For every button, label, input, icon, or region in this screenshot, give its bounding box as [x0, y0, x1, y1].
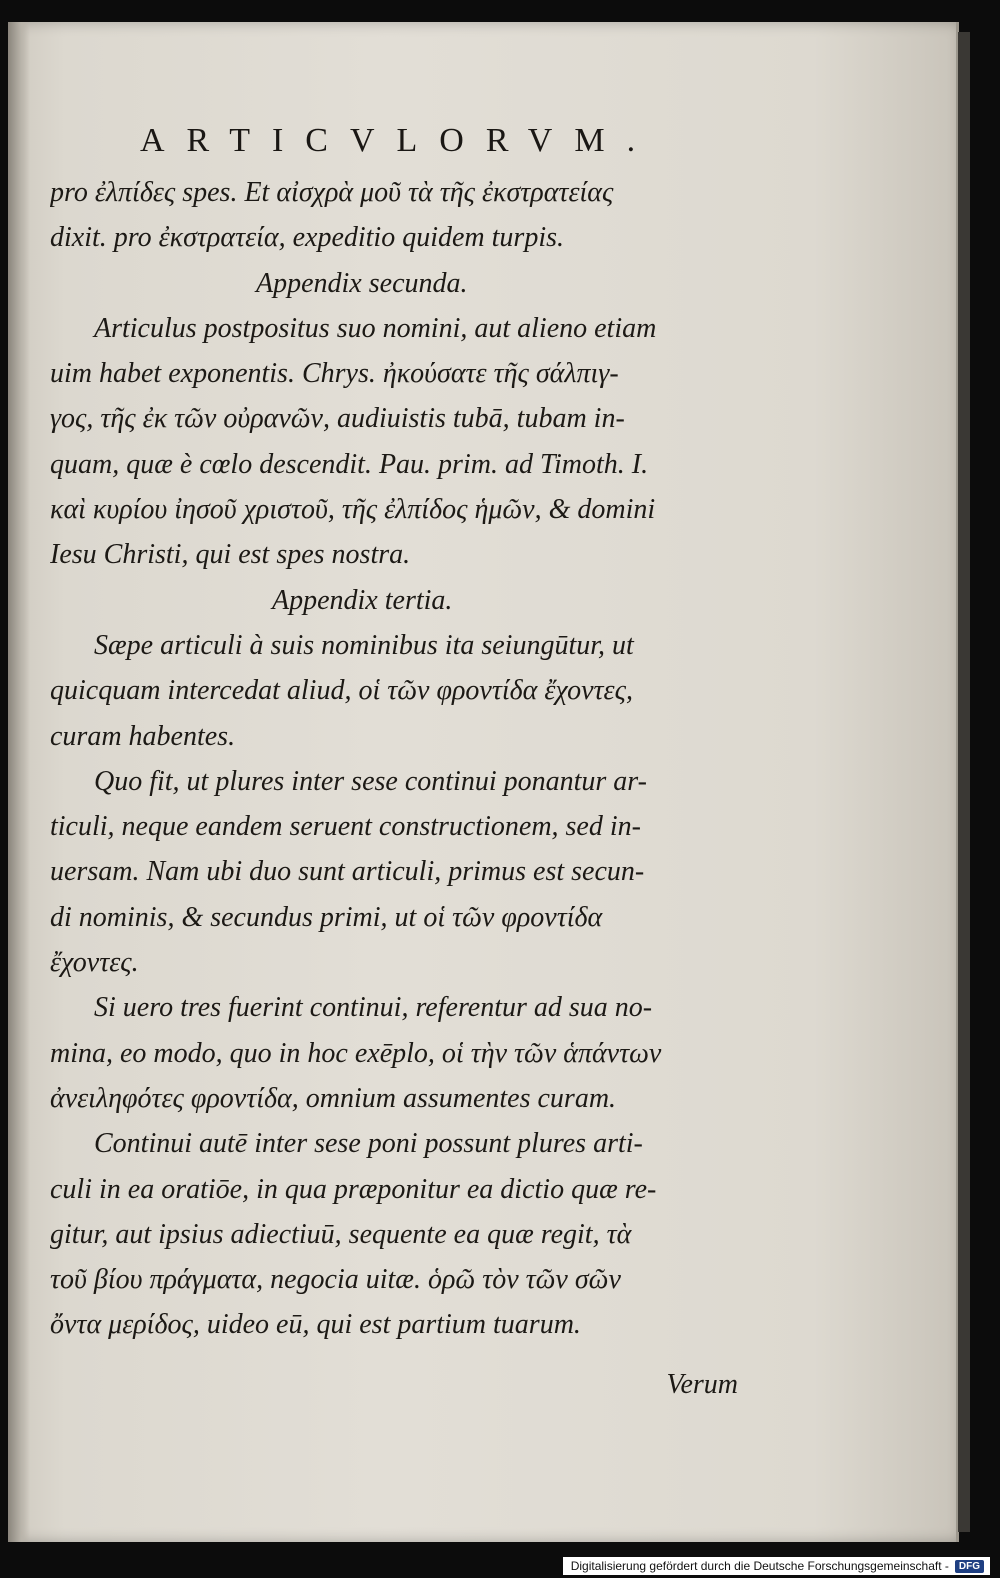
text-line: uersam. Nam ubi duo sunt articuli, primus est secun- [50, 856, 645, 888]
text-line: quicquam intercedat aliud, οἱ τῶν φροντίδα ἔχοντες, [50, 675, 633, 707]
text-line: culi in ea oratiōe, in qua præponitur ea dictio quæ re- [50, 1173, 657, 1205]
running-head: ARTICVLORVM. [140, 122, 658, 159]
text-line: ἀνειληφότες φροντίδα, omnium assumentes curam. [50, 1082, 617, 1114]
text-line: ὄντα μερίδος, uideo eū, qui est partium tuarum. [50, 1309, 581, 1341]
text-line: uim habet exponentis. Chrys. ἠκούσατε τῆς σάλπιγ- [50, 358, 619, 390]
text-line: di nominis, & secundus primi, ut οἱ τῶν φροντίδα [50, 901, 603, 933]
digitization-credit [563, 1557, 990, 1575]
catchword: Verum [666, 1368, 738, 1400]
text-line: Articulus postpositus suo nomini, aut alieno etiam [94, 312, 657, 344]
text-line: gitur, aut ipsius adiectiuū, sequente ea quæ regit, τὰ [50, 1218, 632, 1250]
text-line: curam habentes. [50, 720, 236, 752]
dfg-logo: DFG [955, 1560, 984, 1573]
page-edge [958, 32, 970, 1532]
text-line: τοῦ βίου πράγματα, negocia uitæ. ὁρῶ τὸν τῶν σῶν [50, 1264, 621, 1296]
section-heading: Appendix secunda. [256, 267, 468, 299]
text-line: ticuli, neque eandem seruent constructionem, sed in- [50, 811, 641, 843]
book-page [8, 22, 959, 1542]
text-line: καὶ κυρίου ἰησοῦ χριστοῦ, τῆς ἐλπίδος ἡμῶν, & domini [50, 494, 656, 526]
credit-text: Digitalisierung gefördert durch die Deutsche Forschungsgemeinschaft - [570, 1559, 949, 1573]
text-line: Continui autē inter sese poni possunt plures arti- [94, 1128, 643, 1160]
text-line: quam, quæ è cœlo descendit. Pau. prim. ad Timoth. I. [50, 448, 649, 480]
text-line: Iesu Christi, qui est spes nostra. [50, 539, 411, 571]
text-line: Si uero tres fuerint continui, referentur ad sua no- [94, 992, 653, 1024]
text-line: dixit. pro ἐκστρατεία, expeditio quidem turpis. [50, 222, 564, 254]
text-line: γος, τῆς ἐκ τῶν οὐρανῶν, audiuistis tubā, tubam in- [50, 403, 625, 435]
text-line: pro ἐλπίδες spes. Et αἰσχρὰ μοῦ τὰ τῆς ἐκστρατείας [50, 177, 614, 208]
text-line: Quo fit, ut plures inter sese continui ponantur ar- [94, 765, 647, 797]
text-line: ἔχοντες. [50, 947, 139, 979]
text-line: mina, eo modo, quo in hoc exēplo, οἱ τὴν τῶν ἁπάντων [50, 1037, 662, 1069]
text-line: Sæpe articuli à suis nominibus ita seiungūtur, ut [94, 629, 634, 661]
body-text [50, 170, 750, 1407]
page-binding-shadow [8, 22, 30, 1542]
section-heading: Appendix tertia. [272, 584, 453, 616]
